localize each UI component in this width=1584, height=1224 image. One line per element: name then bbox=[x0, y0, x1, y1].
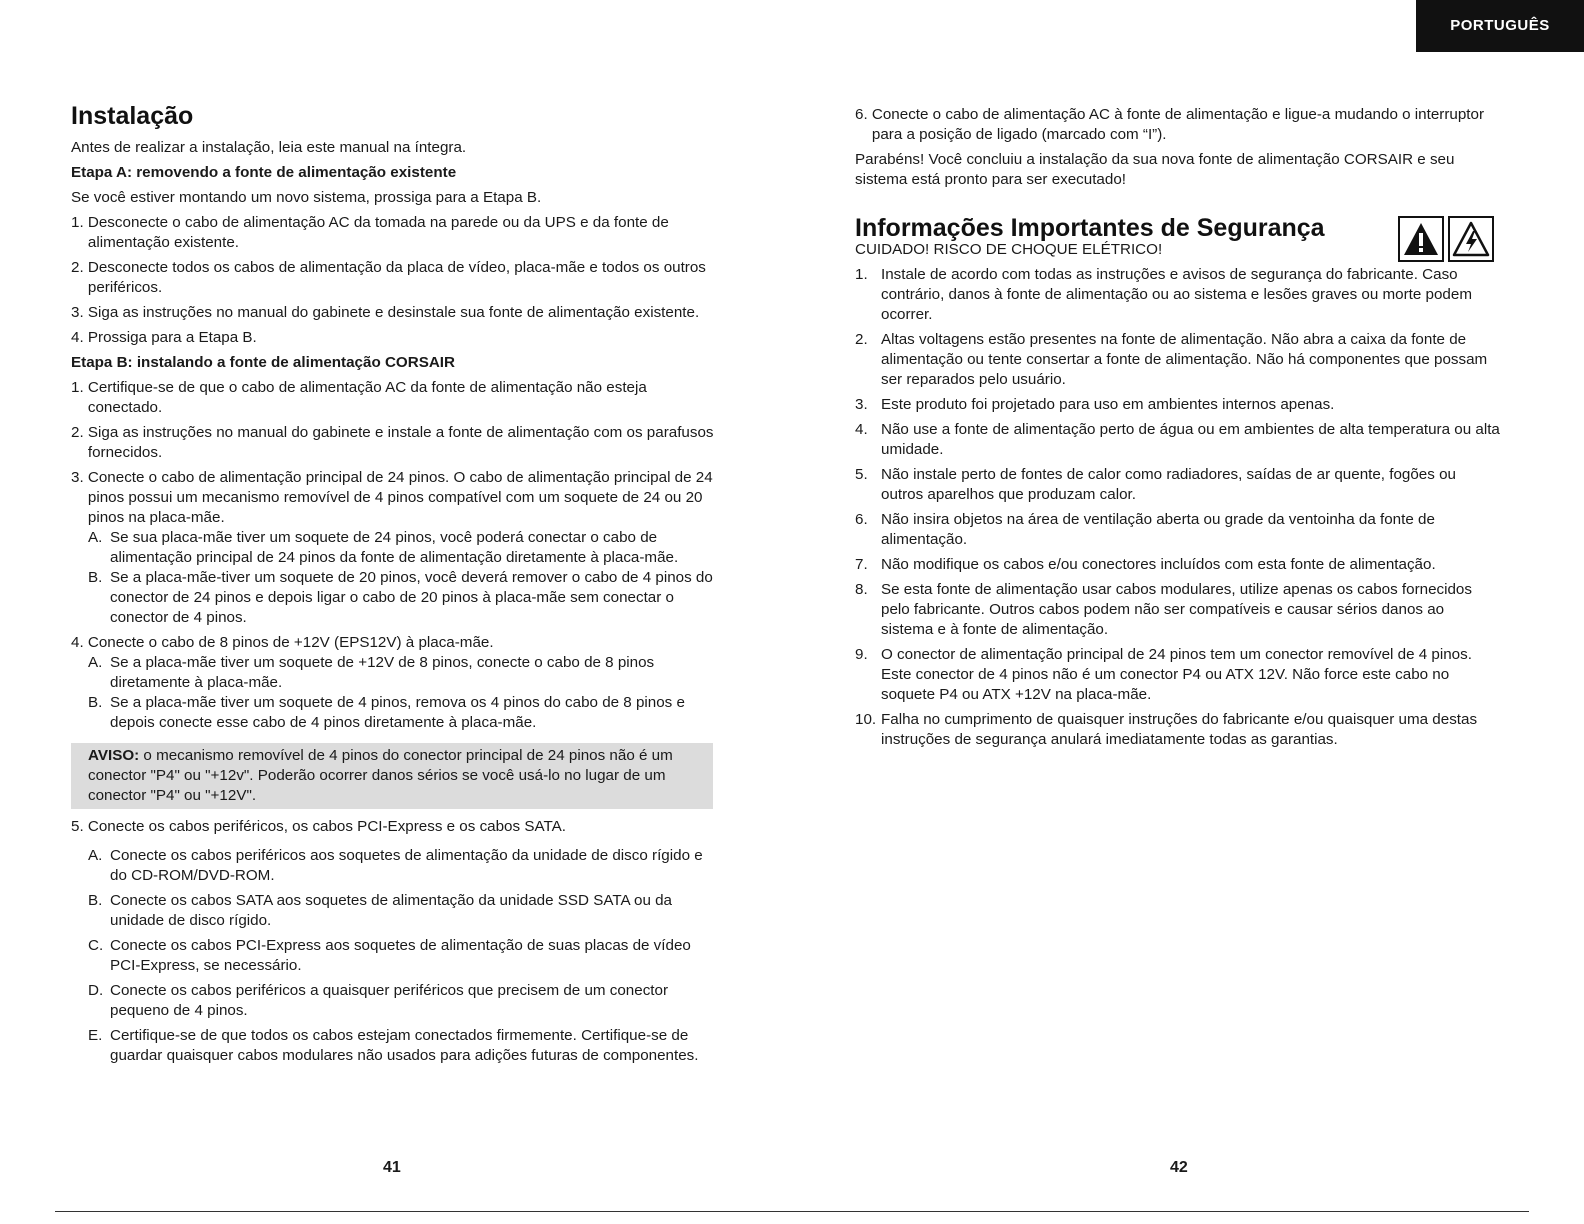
list-item-number: 8. bbox=[855, 581, 868, 598]
sub-item bbox=[88, 1026, 716, 1066]
list-item-text: Siga as instruções no manual do gabinete e desinstale sua fonte de alimentação existente. bbox=[87, 304, 700, 321]
list-item bbox=[855, 105, 1500, 145]
list-item-number: 3. bbox=[71, 469, 88, 486]
warning-triangle-icon bbox=[1398, 216, 1444, 262]
list-item-number: 3. bbox=[71, 304, 88, 321]
sub-item-letter: B. bbox=[88, 892, 103, 909]
list-item-number: 5. bbox=[855, 466, 868, 483]
right-page-content bbox=[855, 105, 1500, 755]
left-page-content bbox=[71, 100, 716, 1071]
safety-list bbox=[855, 265, 1500, 750]
list-item-number: 6. bbox=[855, 106, 872, 123]
page-title: Instalação bbox=[71, 102, 194, 130]
list-item-number: 1. bbox=[71, 379, 88, 396]
sub-item bbox=[88, 528, 716, 568]
sub-item bbox=[88, 846, 716, 886]
list-item bbox=[855, 710, 1500, 750]
list-item bbox=[855, 265, 1500, 325]
list-item-text: Desconecte o cabo de alimentação AC da tomada na parede ou da UPS e da fonte de alimentação existente. bbox=[87, 214, 669, 251]
intro-text: Antes de realizar a instalação, leia este manual na íntegra. bbox=[71, 139, 467, 156]
sub-item bbox=[88, 891, 716, 931]
step-b-list bbox=[71, 378, 716, 1066]
step-a-note: Se você estiver montando um novo sistema, prossiga para a Etapa B. bbox=[71, 189, 542, 206]
caution-text: CUIDADO! RISCO DE CHOQUE ELÉTRICO! bbox=[855, 241, 1163, 258]
list-item-text: Conecte o cabo de alimentação principal de 24 pinos. O cabo de alimentação principal de 24 pinos possui um mecanismo removível de 4 pinos compatível com um soquete de 24 ou 20 pinos na placa-mãe. bbox=[87, 469, 713, 526]
list-item-text: Não use a fonte de alimentação perto de água ou em ambientes de alta temperatura ou alta umidade. bbox=[881, 421, 1500, 458]
list-item bbox=[855, 645, 1500, 705]
list-item-text: Altas voltagens estão presentes na fonte de alimentação. Não abra a caixa da fonte de alimentação ou tente consertar a fonte de alimentação. Não há componentes que possam ser reparados pelo usuário. bbox=[881, 331, 1488, 388]
list-item bbox=[855, 465, 1500, 505]
sub-item-text: Certifique-se de que todos os cabos estejam conectados firmemente. Certifique-se de guardar quaisquer cabos modulares não usados para adições futuras de componentes. bbox=[110, 1027, 699, 1064]
page-number-left: 41 bbox=[383, 1159, 401, 1176]
sub-item bbox=[88, 653, 716, 693]
list-item-number: 4. bbox=[855, 421, 868, 438]
sub-item-letter: D. bbox=[88, 982, 104, 999]
list-item-number: 2. bbox=[71, 424, 88, 441]
list-item-text: Certifique-se de que o cabo de alimentação AC da fonte de alimentação não esteja conectado. bbox=[87, 379, 647, 416]
list-item bbox=[855, 510, 1500, 550]
list-item-text: Não instale perto de fontes de calor como radiadores, saídas de ar quente, fogões ou outros aparelhos que produzam calor. bbox=[881, 466, 1456, 503]
list-item-text: Não insira objetos na área de ventilação aberta ou grade da ventoinha da fonte de alimentação. bbox=[881, 511, 1435, 548]
list-item bbox=[71, 423, 716, 463]
sub-item-text: Conecte os cabos periféricos a quaisquer periféricos que precisem de um conector pequeno de 4 pinos. bbox=[110, 982, 669, 1019]
sub-item-text: Se a placa-mãe-tiver um soquete de 20 pinos, você deverá remover o cabo de 4 pinos do conector de 24 pinos e depois ligar o cabo de 20 pinos à placa-mãe sem conectar o conector de 4 pinos. bbox=[110, 569, 713, 626]
list-item bbox=[71, 468, 716, 628]
sub-item-text: Conecte os cabos PCI-Express aos soquetes de alimentação de suas placas de vídeo PCI-Express, se necessário. bbox=[110, 937, 691, 974]
list-item bbox=[855, 420, 1500, 460]
sub-item bbox=[88, 981, 716, 1021]
list-item-text: Desconecte todos os cabos de alimentação da placa de vídeo, placa-mãe e todos os outros periféricos. bbox=[87, 259, 706, 296]
language-tab: PORTUGUÊS bbox=[1416, 0, 1584, 52]
list-item-number: 6. bbox=[855, 511, 868, 528]
safety-icons bbox=[1398, 216, 1494, 262]
list-item-text: Conecte o cabo de 8 pinos de +12V (EPS12V) à placa-mãe. bbox=[87, 634, 494, 651]
sub-item-letter: A. bbox=[88, 847, 103, 864]
list-item-number: 9. bbox=[855, 646, 868, 663]
sub-item-text: Conecte os cabos SATA aos soquetes de alimentação da unidade SSD SATA ou da unidade de disco rígido. bbox=[110, 892, 673, 929]
sub-item-letter: A. bbox=[88, 529, 103, 546]
list-item-text: Prossiga para a Etapa B. bbox=[87, 329, 257, 346]
list-item bbox=[855, 395, 1500, 415]
list-item bbox=[71, 817, 716, 1066]
list-item-text: Este produto foi projetado para uso em ambientes internos apenas. bbox=[881, 396, 1335, 413]
list-item bbox=[855, 330, 1500, 390]
list-item-text: Conecte os cabos periféricos, os cabos PCI-Express e os cabos SATA. bbox=[87, 818, 566, 835]
list-item-number: 3. bbox=[855, 396, 868, 413]
sub-item-text: Se a placa-mãe tiver um soquete de +12V de 8 pinos, conecte o cabo de 8 pinos diretamente à placa-mãe. bbox=[110, 654, 655, 691]
list-item-text: Conecte o cabo de alimentação AC à fonte de alimentação e ligue-a mudando o interruptor para a posição de ligado (marcado com “I”). bbox=[871, 106, 1485, 143]
list-item-text: Instale de acordo com todas as instruções e avisos de segurança do fabricante. Caso contrário, danos à fonte de alimentação ou ao sistema e lesões graves ou morte podem ocorrer. bbox=[881, 266, 1472, 323]
list-item-number: 10. bbox=[855, 711, 877, 728]
list-item-number: 7. bbox=[855, 556, 868, 573]
step-a-heading: Etapa A: removendo a fonte de alimentação existente bbox=[71, 164, 457, 181]
warning-text: o mecanismo removível de 4 pinos do conector principal de 24 pinos não é um conector "P4" ou "+12v". Poderão ocorrer danos sérios se você usá-lo no lugar de um conector "P4" ou "+12V". bbox=[88, 747, 673, 804]
list-item bbox=[71, 633, 716, 733]
list-item-number: 2. bbox=[855, 331, 868, 348]
sub-item bbox=[88, 568, 716, 628]
list-item-number: 5. bbox=[71, 818, 88, 835]
list-item-number: 4. bbox=[71, 634, 88, 651]
list-item bbox=[855, 580, 1500, 640]
list-item bbox=[855, 555, 1500, 575]
list-item-text: Siga as instruções no manual do gabinete e instale a fonte de alimentação com os parafusos fornecidos. bbox=[87, 424, 714, 461]
congrats-text: Parabéns! Você concluiu a instalação da sua nova fonte de alimentação CORSAIR e seu sistema está pronto para ser executado! bbox=[855, 151, 1455, 188]
list-item bbox=[71, 328, 716, 348]
list-item-number: 1. bbox=[855, 266, 868, 283]
footer-divider bbox=[55, 1211, 1529, 1212]
list-item bbox=[71, 213, 716, 253]
list-item-number: 2. bbox=[71, 259, 88, 276]
list-item-number: 4. bbox=[71, 329, 88, 346]
warning-box bbox=[71, 743, 713, 809]
sub-item-text: Se a placa-mãe tiver um soquete de 4 pinos, remova os 4 pinos do cabo de 8 pinos e depois conecte esse cabo de 4 pinos diretamente à placa-mãe. bbox=[110, 694, 685, 731]
sub-item bbox=[88, 936, 716, 976]
sub-item-letter: B. bbox=[88, 694, 103, 711]
list-item bbox=[71, 303, 716, 323]
sub-item-letter: E. bbox=[88, 1027, 103, 1044]
safety-title: Informações Importantes de Segurança bbox=[855, 214, 1325, 242]
sub-item-letter: C. bbox=[88, 937, 104, 954]
list-item-text: Não modifique os cabos e/ou conectores incluídos com esta fonte de alimentação. bbox=[881, 556, 1436, 573]
sub-item-text: Conecte os cabos periféricos aos soquetes de alimentação da unidade de disco rígido e do CD-ROM/DVD-ROM. bbox=[110, 847, 703, 884]
warning-label: AVISO: bbox=[88, 747, 140, 764]
list-item-text: Se esta fonte de alimentação usar cabos modulares, utilize apenas os cabos fornecidos pelo fabricante. Outros cabos podem não ser compatíveis e causar sérios danos ao sistema e à fonte de alimentação. bbox=[881, 581, 1472, 638]
page-number-right: 42 bbox=[1170, 1159, 1188, 1176]
electric-shock-icon bbox=[1448, 216, 1494, 262]
sub-item-text: Se sua placa-mãe tiver um soquete de 24 pinos, você poderá conectar o cabo de alimentação principal de 24 pinos da fonte de alimentação diretamente à placa-mãe. bbox=[110, 529, 679, 566]
sub-item-letter: B. bbox=[88, 569, 103, 586]
sub-item-letter: A. bbox=[88, 654, 103, 671]
list-item-text: Falha no cumprimento de quaisquer instruções do fabricante e/ou quaisquer uma destas instruções de segurança anulará imediatamente todas as garantias. bbox=[881, 711, 1478, 748]
list-item bbox=[71, 378, 716, 418]
list-item bbox=[71, 258, 716, 298]
list-item-text: O conector de alimentação principal de 24 pinos tem um conector removível de 4 pinos. Este conector de 4 pinos não é um conector P4 ou ATX 12V. Não force este cabo no soquete P4 ou ATX +12V na placa-mãe. bbox=[881, 646, 1472, 703]
step-b-heading: Etapa B: instalando a fonte de alimentação CORSAIR bbox=[71, 354, 455, 371]
step-a-list bbox=[71, 213, 716, 348]
sub-item bbox=[88, 693, 716, 733]
list-item-number: 1. bbox=[71, 214, 88, 231]
